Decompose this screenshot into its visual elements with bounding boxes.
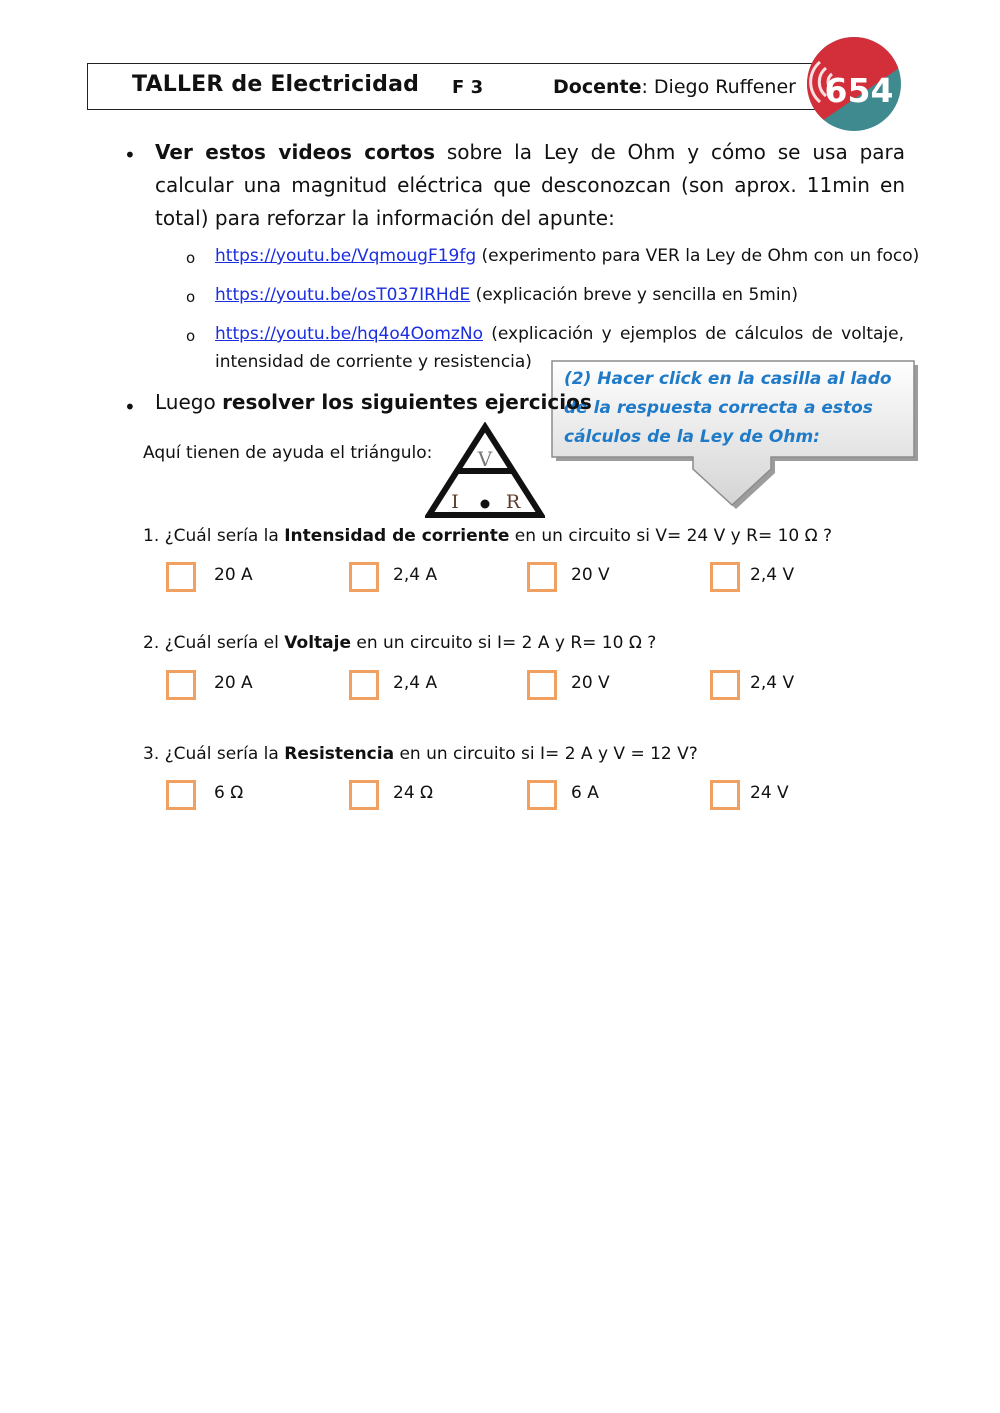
q2-option-2-label: 2,4 A bbox=[393, 673, 438, 693]
exercises-pre: Luego bbox=[155, 390, 223, 414]
q3-option-2-checkbox[interactable] bbox=[349, 780, 379, 810]
triangle-i: I bbox=[451, 491, 459, 513]
q1-option-3-checkbox[interactable] bbox=[527, 562, 557, 592]
q1-option-4-label: 2,4 V bbox=[750, 565, 795, 585]
teacher-separator: : bbox=[641, 76, 648, 98]
video-desc-3-continued: intensidad de corriente y resistencia) bbox=[215, 352, 532, 372]
list-marker: o bbox=[186, 288, 196, 306]
question-3-pre: 3. ¿Cuál sería la bbox=[143, 744, 285, 764]
triangle-help-text: Aquí tienen de ayuda el triángulo: bbox=[143, 443, 433, 463]
callout-instruction-text: (2) Hacer click en la casilla al lado de la respuesta correcta a estos cálculos de la Ley de Ohm: bbox=[564, 369, 892, 447]
q1-option-1-label: 20 A bbox=[214, 565, 253, 585]
video-link-1[interactable]: https://youtu.be/VqmougF19fg bbox=[215, 246, 477, 266]
ohm-triangle bbox=[425, 422, 545, 520]
intro-paragraph bbox=[155, 136, 905, 235]
question-1-post: en un circuito si V= 24 V y R= 10 Ω ? bbox=[509, 526, 833, 546]
video-desc-2: (explicación breve y sencilla en 5min) bbox=[470, 285, 798, 305]
video-link-3[interactable]: https://youtu.be/hq4o4OomzNo bbox=[215, 324, 483, 344]
exercises-bold: resolver los siguientes ejercicios bbox=[222, 390, 592, 414]
teacher-label: Docente bbox=[553, 76, 642, 98]
q2-option-3-label: 20 V bbox=[571, 673, 610, 693]
logo-654 bbox=[806, 36, 902, 132]
question-2-post: en un circuito si I= 2 A y R= 10 Ω ? bbox=[350, 633, 657, 653]
triangle-r: R bbox=[505, 491, 521, 513]
question-1-bold: Intensidad de corriente bbox=[284, 526, 510, 546]
q3-option-1-label: 6 Ω bbox=[214, 783, 244, 803]
video-desc-1: (experimento para VER la Ley de Ohm con un foco) bbox=[476, 246, 920, 266]
q1-option-1-checkbox[interactable] bbox=[166, 562, 196, 592]
teacher-name: Diego Ruffener bbox=[647, 76, 796, 98]
q3-option-1-checkbox[interactable] bbox=[166, 780, 196, 810]
q3-option-4-checkbox[interactable] bbox=[710, 780, 740, 810]
worksheet-title: TALLER de Electricidad bbox=[132, 72, 420, 97]
triangle-v: V bbox=[477, 447, 493, 471]
q2-option-1-checkbox[interactable] bbox=[166, 670, 196, 700]
logo-number: 654 bbox=[824, 71, 894, 110]
video-link-2[interactable]: https://youtu.be/osT037IRHdE bbox=[215, 285, 471, 305]
q2-option-3-checkbox[interactable] bbox=[527, 670, 557, 700]
teacher-line bbox=[553, 76, 796, 98]
q3-option-3-checkbox[interactable] bbox=[527, 780, 557, 810]
question-3 bbox=[143, 744, 698, 764]
list-marker: o bbox=[186, 249, 196, 267]
video-desc-3: (explicación y ejemplos de cálculos de voltaje, bbox=[482, 324, 904, 344]
q2-option-1-label: 20 A bbox=[214, 673, 253, 693]
question-3-bold: Resistencia bbox=[284, 744, 395, 764]
question-3-post: en un circuito si I= 2 A y V = 12 V? bbox=[394, 744, 698, 764]
q3-option-2-label: 24 Ω bbox=[393, 783, 434, 803]
intro-text: sobre la Ley de Ohm y cómo se usa para calcular una magnitud eléctrica que desconozcan (son aprox. 11min en total) para reforzar la información del apunte: bbox=[155, 140, 905, 230]
triangle-dot bbox=[481, 500, 490, 509]
list-marker: o bbox=[186, 327, 196, 345]
question-2-pre: 2. ¿Cuál sería el bbox=[143, 633, 285, 653]
question-1-pre: 1. ¿Cuál sería la bbox=[143, 526, 285, 546]
exercises-heading bbox=[155, 390, 592, 414]
intro-bold: Ver estos videos cortos bbox=[155, 140, 435, 164]
q3-option-4-label: 24 V bbox=[750, 783, 789, 803]
bullet-dot: • bbox=[124, 395, 136, 419]
question-2-bold: Voltaje bbox=[284, 633, 351, 653]
q1-option-4-checkbox[interactable] bbox=[710, 562, 740, 592]
q1-option-2-label: 2,4 A bbox=[393, 565, 438, 585]
q1-option-3-label: 20 V bbox=[571, 565, 610, 585]
q2-option-4-checkbox[interactable] bbox=[710, 670, 740, 700]
question-1 bbox=[143, 526, 832, 546]
q2-option-2-checkbox[interactable] bbox=[349, 670, 379, 700]
q2-option-4-label: 2,4 V bbox=[750, 673, 795, 693]
bullet-dot: • bbox=[124, 143, 136, 167]
form-code: F 3 bbox=[452, 77, 484, 98]
q1-option-2-checkbox[interactable] bbox=[349, 562, 379, 592]
question-2 bbox=[143, 633, 656, 653]
q3-option-3-label: 6 A bbox=[571, 783, 599, 803]
